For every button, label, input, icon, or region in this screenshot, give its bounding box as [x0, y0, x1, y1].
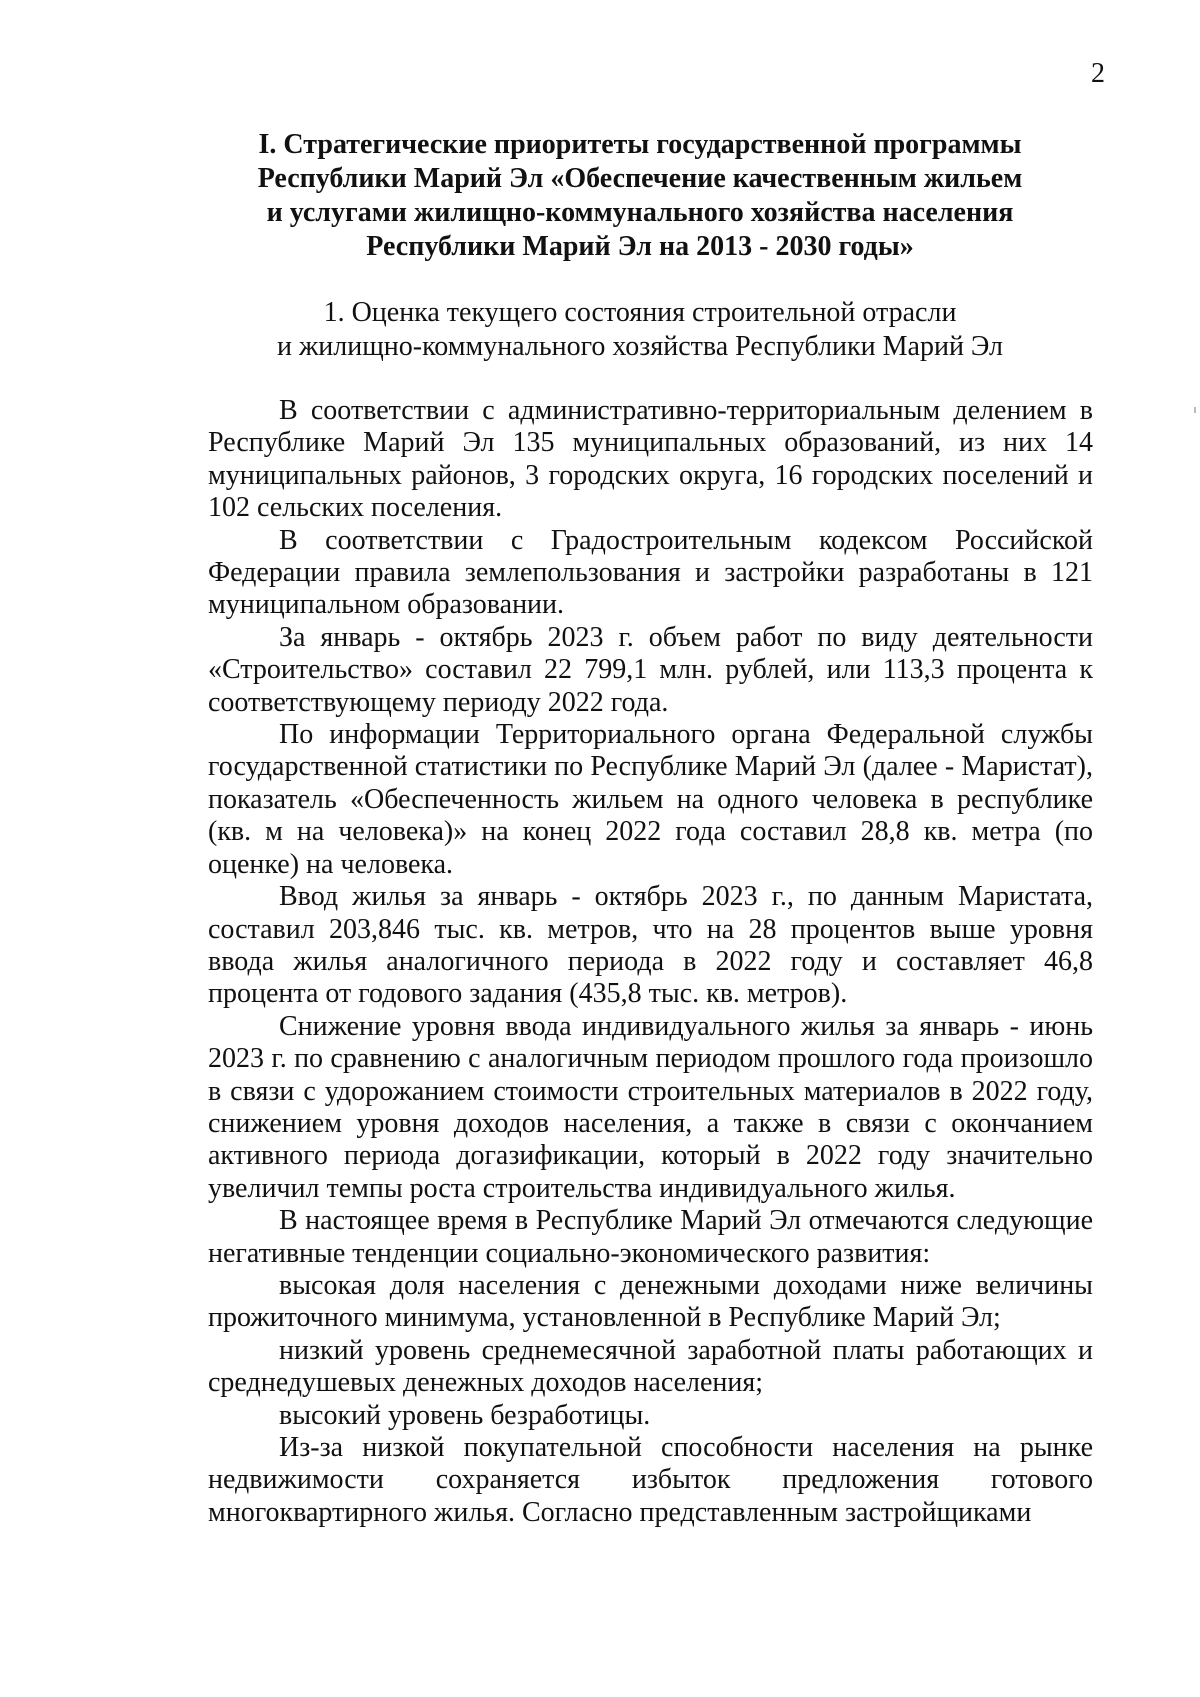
- body-text: [208, 395, 1093, 1529]
- section-heading-line: Республики Марий Эл на 2013 - 2030 годы»: [366, 231, 914, 262]
- paragraph: Снижение уровня ввода индивидуального жилья за январь - июнь 2023 г. по сравнению с аналогичным периодом прошлого года произошло в связи с удорожанием стоимости строительных материалов в 2022 году, снижением уровня доходов населения, а также в связи с окончанием активного периода догазификации, который в 2022 году значительно увеличил темпы роста строительства индивидуального жилья.: [208, 1010, 1093, 1204]
- paragraph: высокий уровень безработицы.: [279, 1399, 651, 1431]
- paragraph: В настоящее время в Республике Марий Эл отмечаются следующие негативные тенденции социально-экономического развития:: [208, 1205, 1093, 1269]
- paragraph: Ввод жилья за январь - октябрь 2023 г., по данным Маристата, составил 203,846 тыс. кв. метров, что на 28 процентов выше уровня ввода жилья аналогичного периода в 2022 году и составляет 46,8 процента от годового задания (435,8 тыс. кв. метров).: [208, 881, 1093, 1010]
- paragraph: высокая доля населения с денежными доходами ниже величины прожиточного минимума, установленной в Республике Марий Эл;: [208, 1269, 1093, 1334]
- section-heading-line: I. Стратегические приоритеты государственной программы: [258, 129, 1022, 160]
- section-heading: [200, 128, 1080, 264]
- paragraph: За январь - октябрь 2023 г. объем работ по виду деятельности «Строительство» составил 22 799,1 млн. рублей, или 113,3 процента к соответствующему периоду 2022 года.: [208, 621, 1093, 718]
- page-number: 2: [1091, 58, 1105, 89]
- paragraph: В соответствии с административно-территориальным делением в Республике Марий Эл 135 муниципальных образований, из них 14 муниципальных районов, 3 городских округа, 16 городских поселений и 102 сельских поселения.: [208, 395, 1093, 524]
- paragraph: В соответствии с Градостроительным кодексом Российской Федерации правила землепользования и застройки разработаны в 121 муниципальном образовании.: [208, 524, 1093, 621]
- section-heading-line: и услугами жилищно-коммунального хозяйства населения: [266, 197, 1014, 228]
- subsection-heading: [200, 296, 1080, 364]
- paragraph: низкий уровень среднемесячной заработной платы работающих и среднедушевых денежных доходов населения;: [208, 1334, 1093, 1399]
- section-heading-line: Республики Марий Эл «Обеспечение качественным жильем: [257, 163, 1023, 194]
- scan-mark: [1194, 407, 1196, 413]
- paragraph: Из-за низкой покупательной способности населения на рынке недвижимости сохраняется избыток предложения готового многоквартирного жилья. Согласно представленным застройщиками: [208, 1432, 1093, 1528]
- paragraph: По информации Территориального органа Федеральной службы государственной статистики по Республике Марий Эл (далее - Маристат), показатель «Обеспеченность жильем на одного человека в республике (кв. м на человека)» на конец 2022 года составил 28,8 кв. метра (по оценке) на человека.: [208, 719, 1093, 880]
- subsection-heading-line: и жилищно-коммунального хозяйства Республики Марий Эл: [276, 331, 1004, 362]
- subsection-heading-line: 1. Оценка текущего состояния строительной отрасли: [323, 297, 957, 328]
